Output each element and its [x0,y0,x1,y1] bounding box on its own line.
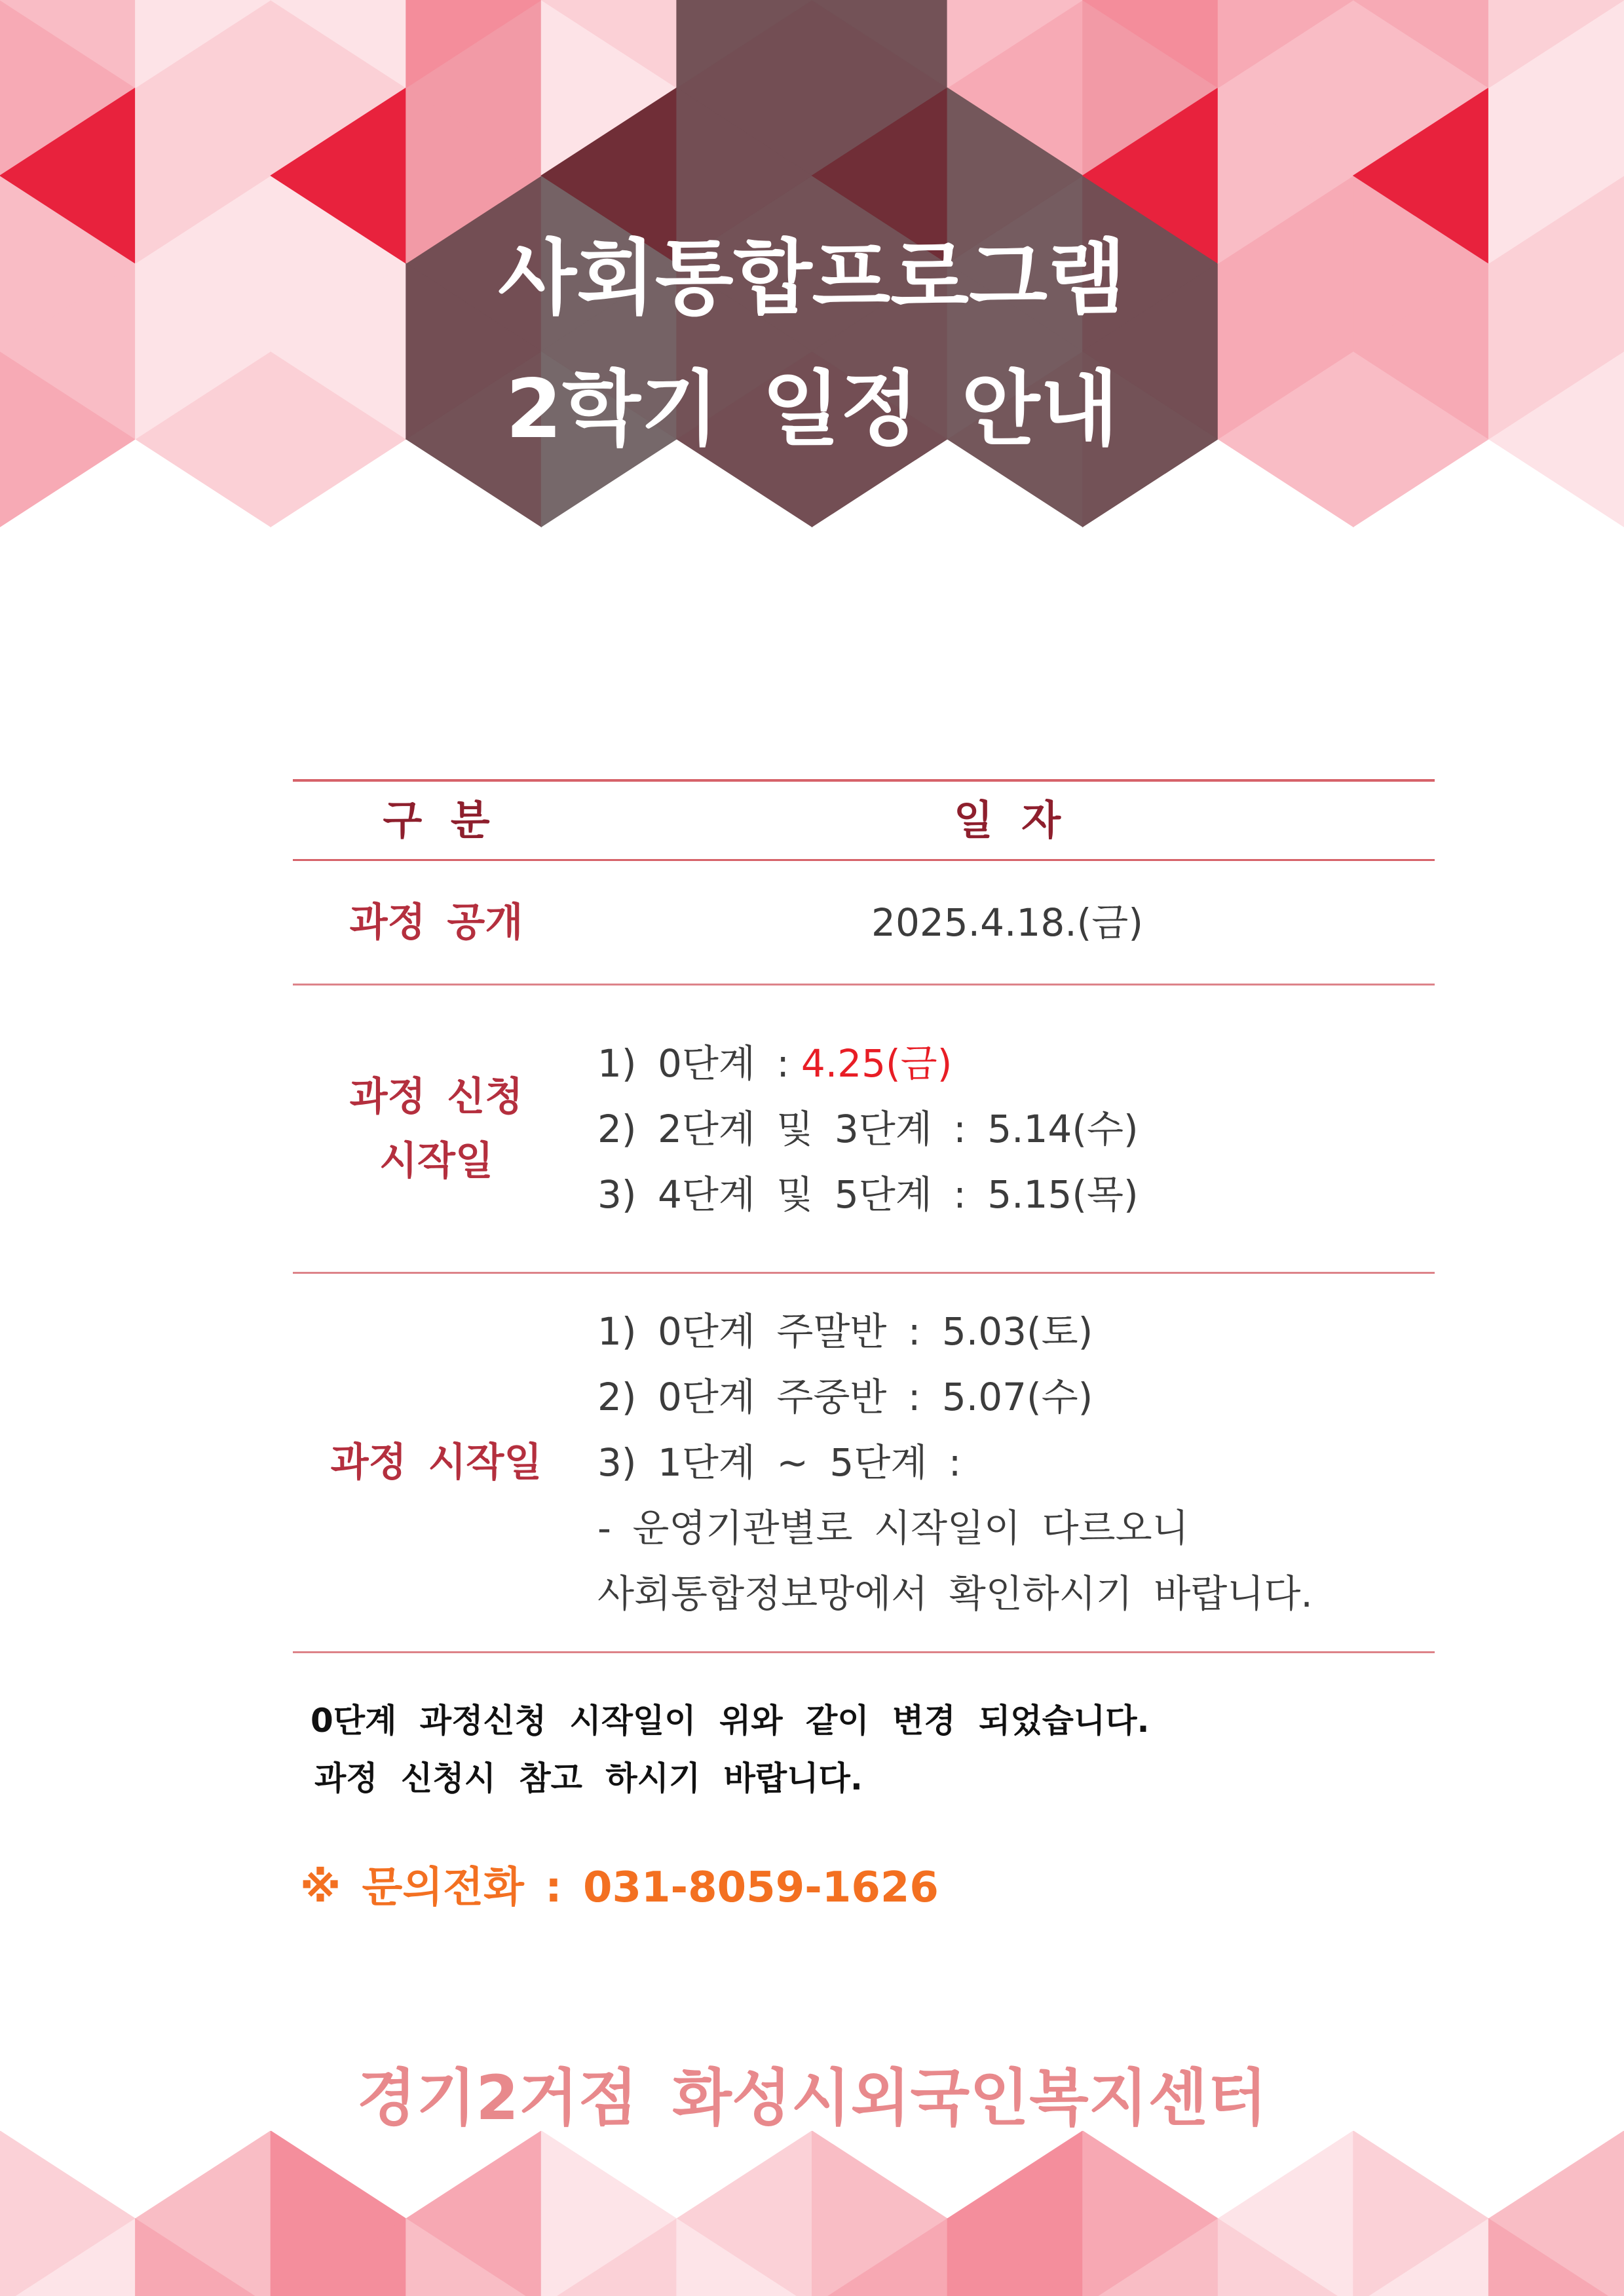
contact-phone: ※ 문의전화 : 031-8059-1626 [300,1864,939,1912]
schedule-item: 2) 2단계 및 3단계 : 5.14(수) [597,1106,1139,1151]
schedule-item: - 운영기관별로 시작일이 다르오니 [597,1506,1189,1550]
header-category: 구 분 [383,796,490,844]
row-course-start [293,1274,1435,1653]
schedule-item-text: 1) 0단계 : [597,1041,789,1086]
schedule-item: 3) 1단계 ~ 5단계 : [597,1440,962,1485]
notice-line: 과정 신청시 참고 하시기 바랍니다. [314,1759,863,1797]
title-line-1: 사회통합프로그램 [498,231,1126,326]
poster-title [0,213,1624,475]
row-application-start [293,985,1435,1274]
header-cell-date [580,782,1435,859]
title-line-2: 2학기 일정 안내 [505,362,1119,457]
row-label-cell [293,861,580,984]
row-course-open [293,861,1435,985]
header-date: 일 자 [953,796,1061,844]
schedule-item: 1) 0단계 주말반 : 5.03(토) [597,1309,1093,1354]
row-date-cell [580,985,1435,1272]
row-date-cell [580,861,1435,984]
row-label-cell [293,985,580,1272]
bottom-triangle-pattern [0,2131,1624,2296]
change-notice [311,1692,1150,1807]
schedule-table [293,779,1435,1653]
table-header-row [293,782,1435,861]
row-label: 과정 시작일 [330,1440,542,1485]
row-label-line: 과정 신청 [349,1073,523,1120]
organization-name: 경기2거점 화성시외국인복지센터 [356,2063,1268,2134]
schedule-date: 2025.4.18.(금) [871,900,1143,945]
row-date-cell [580,1274,1435,1651]
schedule-item: 3) 4단계 및 5단계 : 5.15(목) [597,1172,1139,1217]
header-cell-category [293,782,580,859]
schedule-item: 사회통합정보망에서 확인하시기 바랍니다. [597,1571,1313,1616]
changed-date-highlight: 4.25(금) [801,1041,953,1086]
schedule-item [597,1031,1435,1096]
notice-line: 0단계 과정신청 시작일이 위와 같이 변경 되었습니다. [311,1702,1150,1740]
row-label: 과정 공개 [349,899,523,946]
row-label-cell [293,1274,580,1651]
schedule-item: 2) 0단계 주중반 : 5.07(수) [597,1375,1093,1419]
row-label-line: 시작일 [379,1138,493,1184]
